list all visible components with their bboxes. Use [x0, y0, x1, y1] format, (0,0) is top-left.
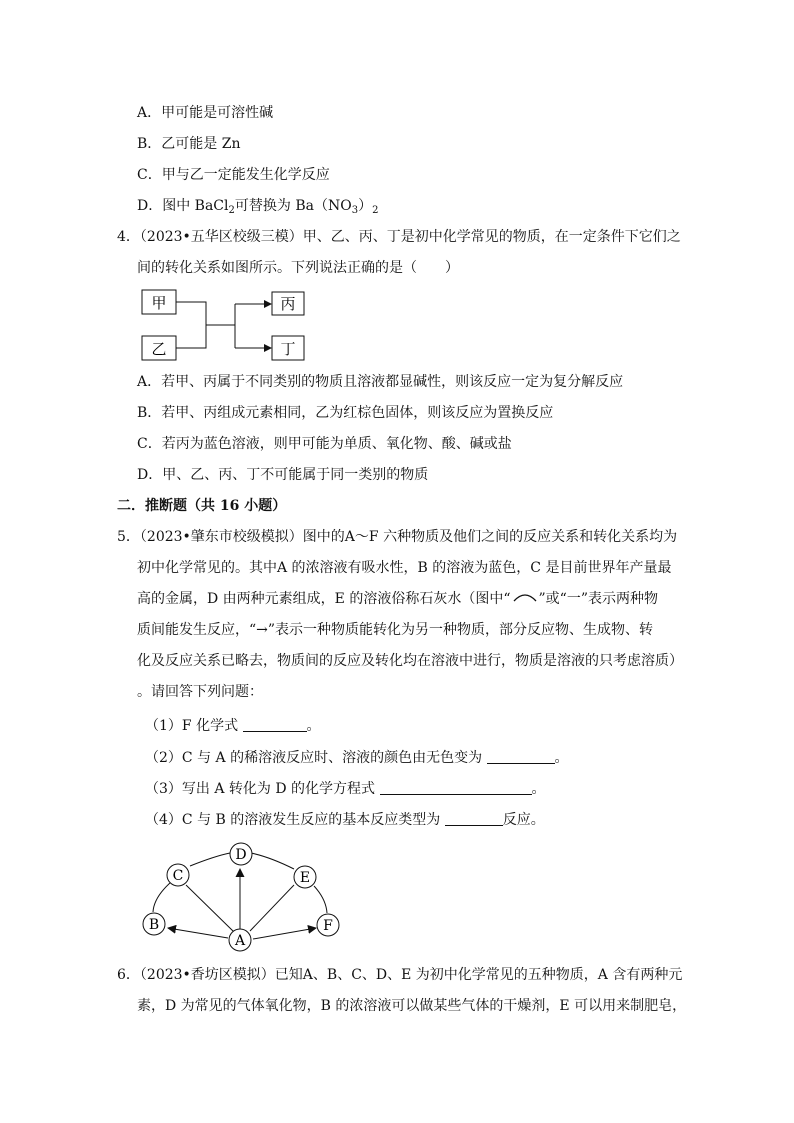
q6-stem-line1: 6．（2023•香坊区模拟）已知A、B、C、D、E 为初中化学常见的五种物质，A 含有两种元 — [117, 967, 683, 983]
q3-option-a: A．甲可能是可溶性碱 — [137, 105, 274, 121]
box-ding-label: 丁 — [280, 340, 296, 358]
q3-option-c: C．甲与乙一定能发生化学反应 — [137, 167, 330, 183]
arrow-a-b — [168, 928, 228, 938]
q5-relation-diagram — [130, 835, 360, 960]
q5-stem-line6: 。请回答下列问题： — [137, 684, 263, 700]
node-f-label: F — [323, 918, 333, 934]
answer-blank-3[interactable] — [380, 780, 532, 795]
node-e-label: E — [299, 870, 311, 886]
q5-stem-line3: 高的金属，D 由两种元素组成，E 的溶液俗称石灰水（图中“ ”或“一”表示两种物 — [137, 591, 658, 607]
reaction-arc-icon — [511, 590, 539, 604]
q4-stem-line2: 间的转化关系如图所示。下列说法正确的是（ ） — [137, 260, 459, 276]
arc-d-e — [251, 853, 294, 869]
answer-blank-1[interactable] — [243, 717, 307, 732]
box-yi-label: 乙 — [151, 340, 167, 358]
node-b-label: B — [148, 917, 160, 933]
arrow-a-f — [253, 928, 316, 939]
q5-stem-line1: 5．（2023•肇东市校级模拟）图中的A～F 六种物质及他们之间的反应关系和转化关系均为 — [117, 529, 678, 545]
q3-option-b: B．乙可能是 Zn — [137, 136, 241, 152]
q5-stem-line4: 质间能发生反应，“→”表示一种物质能转化为另一种物质，部分反应物、生成物、转 — [137, 622, 654, 638]
node-c-label: C — [172, 868, 184, 884]
node-a-label: A — [234, 933, 246, 949]
q3-option-d: D．图中 BaCl$_2$可替换为 $Ba(NO_3)_2$ — [137, 198, 379, 216]
q5-sub3: （3）写出 A 转化为 D 的化学方程式 。 — [145, 781, 546, 797]
q4-option-d: D．甲、乙、丙、丁不可能属于同一类别的物质 — [137, 467, 429, 483]
q5-sub1: （1）F 化学式 。 — [145, 718, 321, 734]
q5-sub4: （4）C 与 B 的溶液发生反应的基本反应类型为 反应。 — [145, 812, 545, 828]
line-a-c — [186, 885, 234, 932]
q5-stem-line2: 初中化学常见的。其中A 的浓溶液有吸水性，B 的溶液为蓝色，C 是目前世界年产量最 — [137, 560, 672, 576]
q5-sub2: （2）C 与 A 的稀溶液反应时、溶液的颜色由无色变为 。 — [145, 750, 569, 766]
arc-e-f — [314, 886, 327, 913]
node-d-label: D — [235, 847, 247, 863]
q4-stem-line1: 4．（2023•五华区校级三模）甲、乙、丙、丁是初中化学常见的物质，在一定条件下它们之 — [117, 229, 681, 245]
box-jia-label: 甲 — [151, 294, 167, 312]
answer-blank-2[interactable] — [487, 749, 555, 764]
section-title: 二．推断题（共 16 小题） — [117, 498, 287, 514]
merge-line — [176, 302, 206, 348]
arc-c-d — [190, 853, 230, 866]
q4-option-c: C．若丙为蓝色溶液，则甲可能为单质、氧化物、酸、碱或盐 — [137, 436, 512, 452]
q5-stem-line5: 化及反应关系已略去，物质间的反应及转化均在溶液中进行，物质是溶液的只考虑溶质） — [137, 653, 683, 669]
q4-transform-diagram — [130, 282, 320, 367]
q4-option-a: A．若甲、丙属于不同类别的物质且溶液都显碱性，则该反应一定为复分解反应 — [137, 374, 624, 390]
answer-blank-4[interactable] — [445, 811, 503, 826]
q6-stem-line2: 素，D 为常见的气体氧化物，B 的浓溶液可以做某些气体的干燥剂，E 可以用来制肥皂， — [137, 998, 687, 1014]
box-bing-label: 丙 — [280, 295, 296, 313]
line-a-e — [250, 885, 294, 931]
q4-option-b: B．若甲、丙组成元素相同，乙为红棕色固体，则该反应为置换反应 — [137, 405, 554, 421]
